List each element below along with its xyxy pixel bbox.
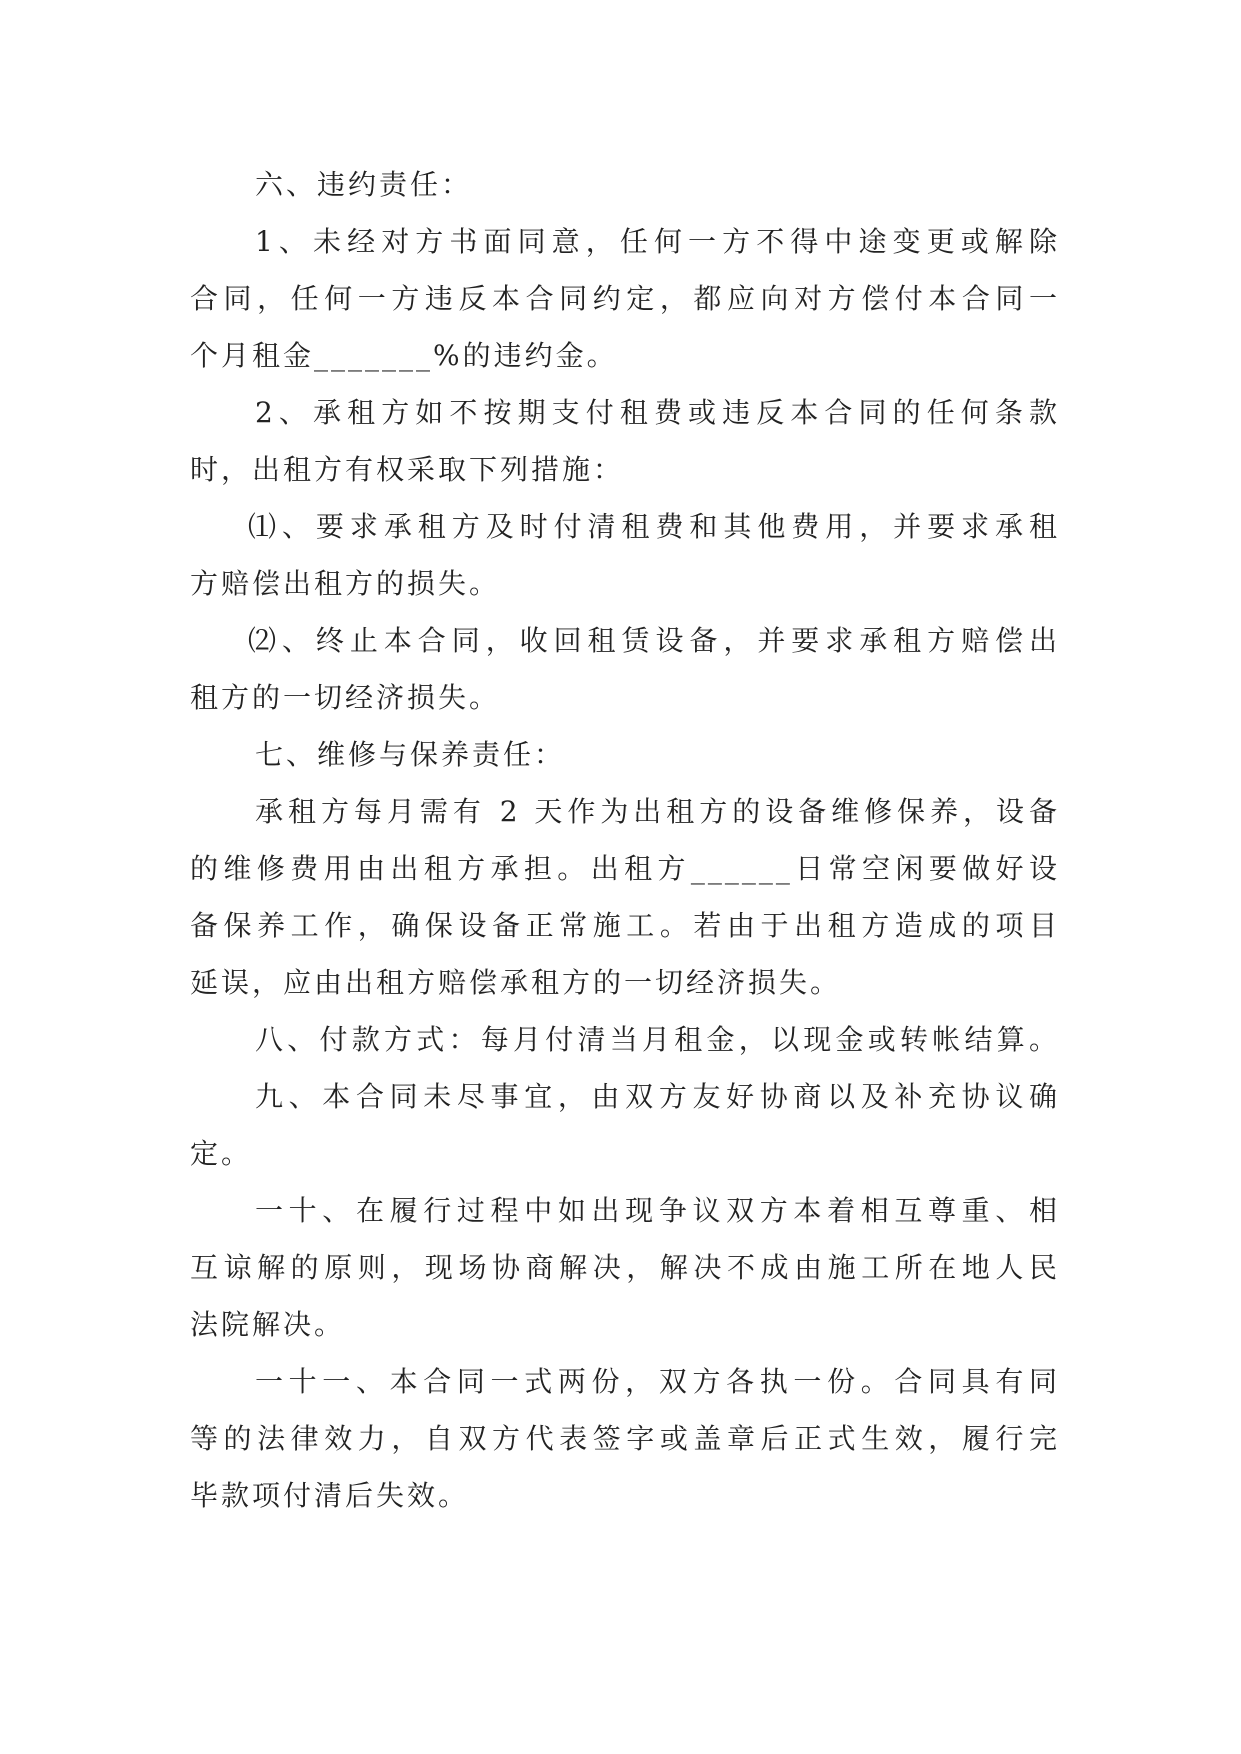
paragraph-line: 方赔偿出租方的损失。 [190, 567, 501, 600]
paragraph-line: 定。 [190, 1137, 253, 1170]
paragraph-line: 等的法律效力，自双方代表签字或盖章后正式生效，履行完 [190, 1422, 1060, 1455]
paragraph-line: 合同，任何一方违反本合同约定，都应向对方偿付本合同一 [190, 282, 1060, 315]
paragraph-line: 个月租金_______%的违约金。 [190, 339, 618, 372]
paragraph-line: 租方的一切经济损失。 [190, 681, 501, 714]
paragraph-line: ⑵、终止本合同，收回租赁设备，并要求承租方赔偿出 [248, 624, 1060, 657]
paragraph-line: 2、承租方如不按期支付租费或违反本合同的任何条款 [255, 396, 1060, 429]
section-dispute-resolution: 一十、在履行过程中如出现争议双方本着相互尊重、相 [255, 1194, 1060, 1227]
paragraph-line: 毕款项付清后失效。 [190, 1479, 470, 1512]
paragraph-line: 承租方每月需有 2 天作为出租方的设备维修保养，设备 [255, 795, 1060, 828]
section-payment-method: 八、付款方式：每月付清当月租金，以现金或转帐结算。 [255, 1023, 1060, 1056]
paragraph-line: ⑴、要求承租方及时付清租费和其他费用，并要求承租 [248, 510, 1060, 543]
paragraph-line: 备保养工作，确保设备正常施工。若由于出租方造成的项目 [190, 909, 1060, 942]
section-unresolved-matters: 九、本合同未尽事宜，由双方友好协商以及补充协议确 [255, 1080, 1060, 1113]
section-heading-breach-liability: 六、违约责任： [255, 168, 473, 201]
paragraph-line: 时，出租方有权采取下列措施： [190, 453, 625, 486]
paragraph-line: 1、未经对方书面同意，任何一方不得中途变更或解除 [255, 225, 1060, 258]
paragraph-line: 互谅解的原则，现场协商解决，解决不成由施工所在地人民 [190, 1251, 1060, 1284]
section-copies-validity: 一十一、本合同一式两份，双方各执一份。合同具有同 [255, 1365, 1060, 1398]
paragraph-line: 延误，应由出租方赔偿承租方的一切经济损失。 [190, 966, 842, 999]
section-heading-maintenance: 七、维修与保养责任： [255, 738, 566, 771]
paragraph-line: 法院解决。 [190, 1308, 346, 1341]
paragraph-line: 的维修费用由出租方承担。出租方______日常空闲要做好设 [190, 852, 1060, 885]
